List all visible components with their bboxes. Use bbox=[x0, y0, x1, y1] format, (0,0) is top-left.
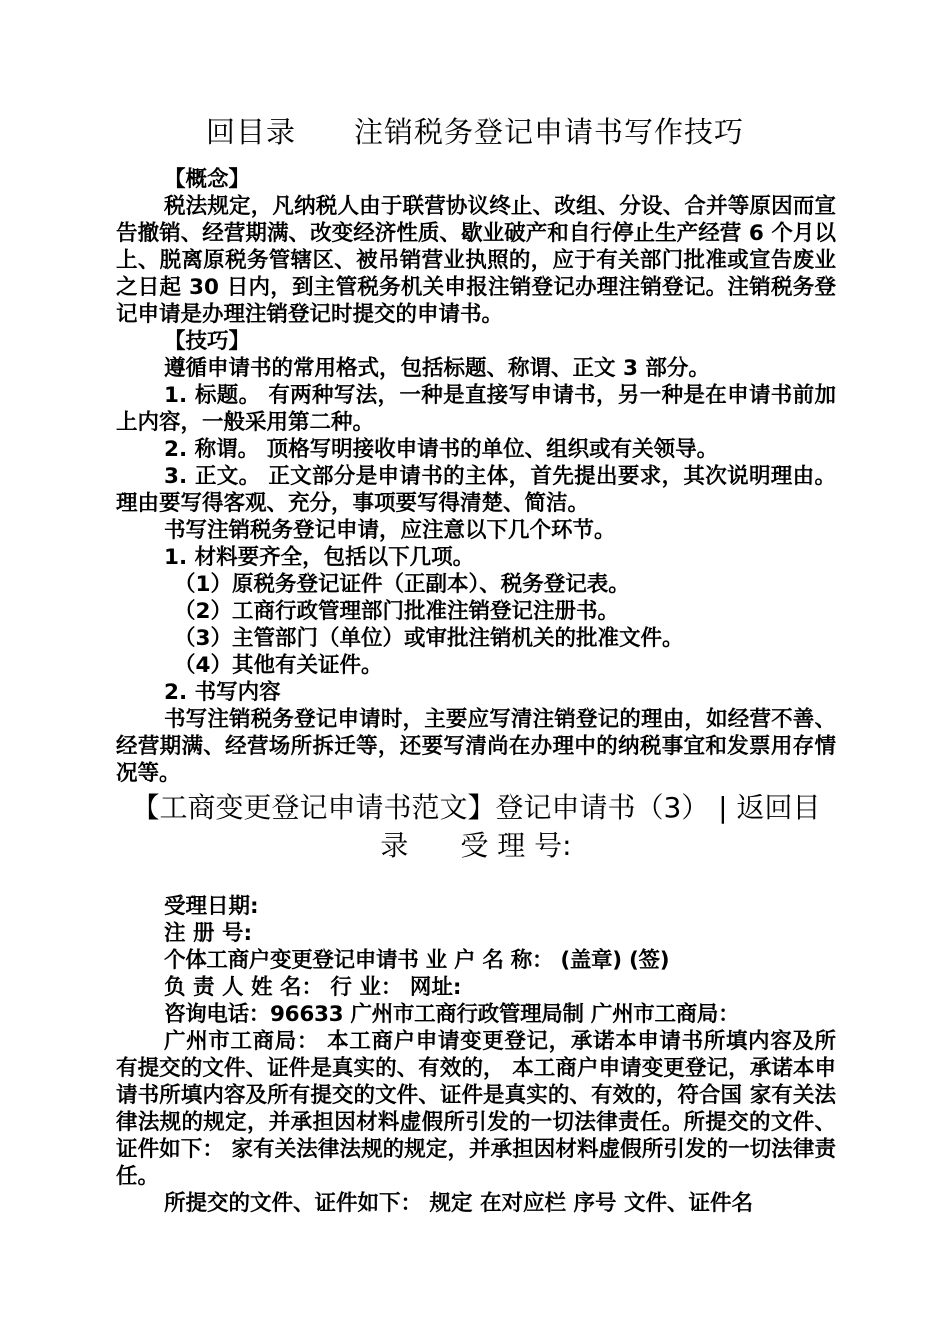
sample-heading bbox=[116, 789, 836, 865]
submitted-files-line: 所提交的文件、证件如下： 规定 在对应栏 序号 文件、证件名 bbox=[164, 1191, 753, 1216]
back-to-contents-link[interactable]: 回目录 bbox=[205, 115, 296, 149]
page-title bbox=[0, 112, 950, 152]
sample-heading-line1[interactable]: 【工商变更登记申请书范文】登记申请书（3） | 返回目 bbox=[131, 791, 821, 824]
technique-item-title: 1. 标题。 有两种写法，一种是直接写申请书，另一种是在申请书前加上内容，一般采用第二种。 bbox=[116, 383, 836, 435]
document-body bbox=[116, 166, 836, 1217]
content-text: 书写注销税务登记申请时，主要应写清注销登记的理由，如经营不善、经营期满、经营场所拆迁等，还要写清尚在办理中的纳税事宜和发票用存情况等。 bbox=[116, 707, 836, 786]
form-title: 个体工商户变更登记申请书 业 户 名 称： (盖章) (签) bbox=[164, 948, 670, 973]
materials-item-1: （1）原税务登记证件（正副本）、税务登记表。 bbox=[174, 572, 630, 597]
concept-text: 税法规定，凡纳税人由于联营协议终止、改组、分设、合并等原因而宣告撤销、经营期满、改变经济性质、歇业破产和自行停止生产经营 6 个月以上、脱离原税务管辖区、被吊销营业执照的，应于有关部门批准或宣告废业之日起 30 日内，到主管税务机关申报注销登记办理注销登记。注销税务登记申请是办理注销登记时提交的申请书。 bbox=[116, 194, 836, 327]
technique-item-salutation: 2. 称谓。 顶格写明接收申请书的单位、组织或有关领导。 bbox=[164, 437, 719, 462]
concept-label: 【概念】 bbox=[164, 167, 251, 192]
materials-item-3: （3）主管部门（单位）或审批注销机关的批准文件。 bbox=[174, 626, 684, 651]
person-in-charge-line: 负 责 人 姓 名： 行 业： 网址: bbox=[164, 975, 462, 1000]
acceptance-number-label: 受 理 号: bbox=[460, 829, 572, 862]
sample-heading-line2a[interactable]: 录 bbox=[380, 829, 409, 862]
technique-item-body: 3. 正文。 正文部分是申请书的主体，首先提出要求，其次说明理由。理由要写得客观、充分，事项要写得清楚、简洁。 bbox=[116, 464, 836, 516]
technique-note: 书写注销税务登记申请，应注意以下几个环节。 bbox=[164, 518, 616, 543]
content-heading: 2. 书写内容 bbox=[164, 680, 281, 705]
consult-phone-line: 咨询电话：96633 广州市工商行政管理局制 广州市工商局： bbox=[164, 1002, 740, 1027]
declaration-text: 广州市工商局： 本工商户申请变更登记，承诺本申请书所填内容及所有提交的文件、证件是真实的、有效的， 本工商户申请变更登记，承诺本申请书所填内容及所有提交的文件、证件是真实的、有效的，符合国 家有关法律法规的规定，并承担因材料虚假所引发的一切法律责任。所提交的文件、证件如下： 家有关法律法规的规定，并承担因材料虚假所引发的一切法律责任。 bbox=[116, 1029, 836, 1189]
materials-heading: 1. 材料要齐全，包括以下几项。 bbox=[164, 545, 475, 570]
title-text: 注销税务登记申请书写作技巧 bbox=[354, 115, 745, 149]
registration-number-label: 注 册 号: bbox=[164, 921, 253, 946]
materials-item-4: （4）其他有关证件。 bbox=[174, 653, 383, 678]
materials-item-2: （2）工商行政管理部门批准注销登记注册书。 bbox=[174, 599, 619, 624]
technique-intro: 遵循申请书的常用格式，包括标题、称谓、正文 3 部分。 bbox=[164, 356, 710, 381]
technique-label: 【技巧】 bbox=[164, 329, 251, 354]
acceptance-date-label: 受理日期: bbox=[164, 894, 259, 919]
